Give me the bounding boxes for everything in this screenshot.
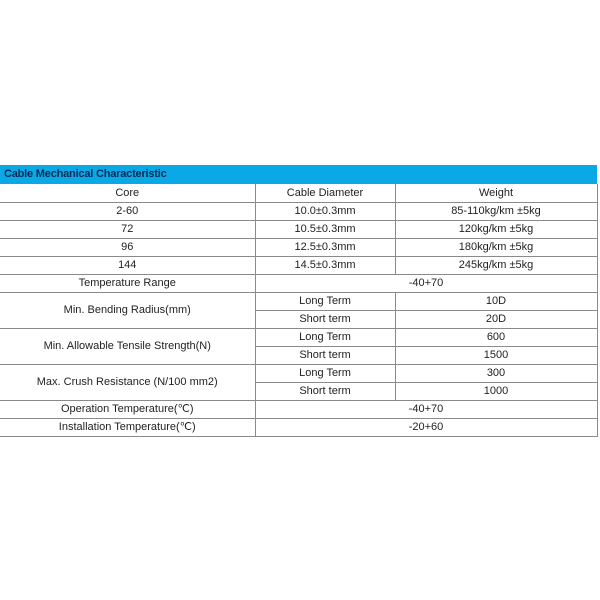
crush-resistance-row — [0, 365, 597, 383]
table-row — [0, 221, 597, 239]
installation-temperature-label: Installation Temperature(℃) — [0, 419, 255, 437]
tensile-long-value: 600 — [395, 329, 597, 347]
core-cell: 72 — [0, 221, 255, 239]
tensile-strength-label: Min. Allowable Tensile Strength(N) — [0, 329, 255, 365]
operation-temperature-row — [0, 401, 597, 419]
diameter-cell: 12.5±0.3mm — [255, 239, 395, 257]
spec-table — [0, 184, 598, 437]
temperature-range-label: Temperature Range — [0, 275, 255, 293]
header-core: Core — [0, 184, 255, 203]
table-row — [0, 257, 597, 275]
weight-cell: 85-110kg/km ±5kg — [395, 203, 597, 221]
mechanical-characteristic-table — [0, 165, 597, 437]
crush-long-label: Long Term — [255, 365, 395, 383]
installation-temperature-value: -20+60 — [255, 419, 597, 437]
operation-temperature-value: -40+70 — [255, 401, 597, 419]
table-row — [0, 203, 597, 221]
diameter-cell: 14.5±0.3mm — [255, 257, 395, 275]
weight-cell: 120kg/km ±5kg — [395, 221, 597, 239]
tensile-short-value: 1500 — [395, 347, 597, 365]
operation-temperature-label: Operation Temperature(℃) — [0, 401, 255, 419]
bending-radius-row — [0, 293, 597, 311]
tensile-long-label: Long Term — [255, 329, 395, 347]
bending-long-label: Long Term — [255, 293, 395, 311]
diameter-cell: 10.0±0.3mm — [255, 203, 395, 221]
crush-short-value: 1000 — [395, 383, 597, 401]
temperature-range-row — [0, 275, 597, 293]
table-row — [0, 239, 597, 257]
weight-cell: 180kg/km ±5kg — [395, 239, 597, 257]
bending-long-value: 10D — [395, 293, 597, 311]
core-cell: 96 — [0, 239, 255, 257]
bending-radius-label: Min. Bending Radius(mm) — [0, 293, 255, 329]
table-title: Cable Mechanical Characteristic — [0, 165, 597, 184]
header-row — [0, 184, 597, 203]
crush-long-value: 300 — [395, 365, 597, 383]
bending-short-value: 20D — [395, 311, 597, 329]
tensile-strength-row — [0, 329, 597, 347]
crush-resistance-label: Max. Crush Resistance (N/100 mm2) — [0, 365, 255, 401]
core-cell: 2-60 — [0, 203, 255, 221]
header-weight: Weight — [395, 184, 597, 203]
tensile-short-label: Short term — [255, 347, 395, 365]
temperature-range-value: -40+70 — [255, 275, 597, 293]
core-cell: 144 — [0, 257, 255, 275]
diameter-cell: 10.5±0.3mm — [255, 221, 395, 239]
header-diameter: Cable Diameter — [255, 184, 395, 203]
installation-temperature-row — [0, 419, 597, 437]
bending-short-label: Short term — [255, 311, 395, 329]
weight-cell: 245kg/km ±5kg — [395, 257, 597, 275]
crush-short-label: Short term — [255, 383, 395, 401]
